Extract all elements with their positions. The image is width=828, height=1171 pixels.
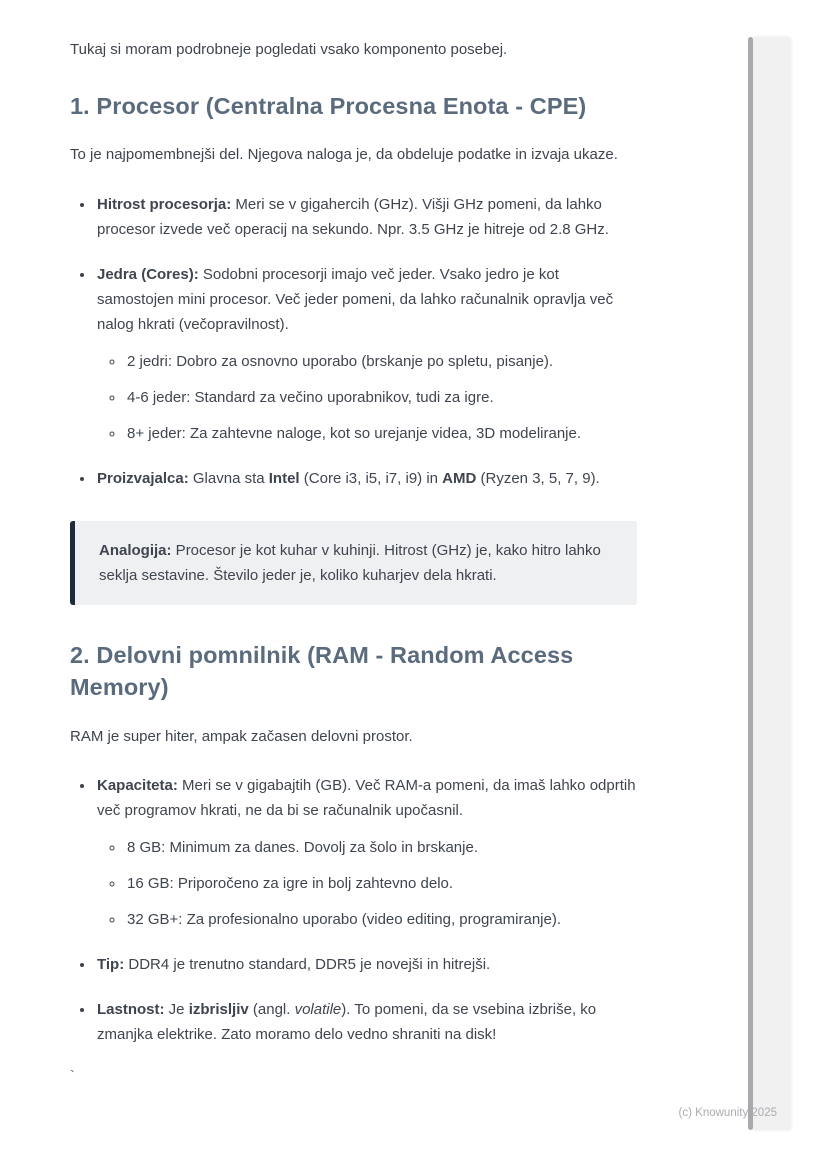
section-processor — [70, 90, 637, 605]
text-segment: Hitrost procesorja: — [97, 195, 232, 213]
text-segment: 8+ jeder: Za zahtevne naloge, kot so urejanje videa, 3D modeliranje. — [127, 424, 582, 442]
section-heading-ram: 2. Delovni pomnilnik (RAM - Random Access Memory) — [70, 642, 574, 701]
bullet-item — [95, 773, 637, 932]
sub-bullet-item — [125, 907, 637, 932]
copyright-text: (c) Knowunity 2025 — [678, 1107, 777, 1119]
text-segment: Analogija: — [99, 541, 172, 559]
text-segment: 16 GB: Priporočeno za igre in bolj zahtevno delo. — [127, 875, 454, 893]
sub-bullet-item — [125, 871, 637, 896]
analogy-callout — [70, 521, 637, 605]
text-segment: volatile — [294, 1001, 342, 1019]
sub-bullet-item — [125, 835, 637, 860]
text-segment: 32 GB+: Za profesionalno uporabo (video editing, programiranje). — [127, 911, 562, 929]
sub-bullet-item — [125, 349, 637, 374]
bullet-item — [95, 997, 637, 1047]
section-lead-ram: RAM je super hiter, ampak začasen delovni prostor. — [70, 727, 413, 745]
stray-character: ` — [70, 1067, 75, 1084]
bullet-item — [95, 466, 637, 491]
bullet-list-processor — [70, 192, 637, 491]
text-segment: Meri se v gigabajtih (GB). Več RAM-a pomeni, da imaš lahko odprtih več programov hkrati, ne da bi se računalnik upočasnil. — [97, 776, 636, 819]
text-segment: Glavna sta — [188, 469, 269, 487]
bullet-list-ram — [70, 773, 637, 1047]
text-segment: izbrisljiv — [188, 1001, 249, 1019]
text-segment: Proizvajalca: — [97, 469, 189, 487]
section-heading-processor: 1. Procesor (Centralna Procesna Enota - CPE) — [70, 93, 587, 120]
intro-paragraph: Tukaj si moram podrobneje pogledati vsako komponento posebej. — [70, 41, 508, 58]
text-segment: 8 GB: Minimum za danes. Dovolj za šolo in brskanje. — [127, 839, 478, 857]
section-lead-processor: To je najpomembnejši del. Njegova naloga je, da obdeluje podatke in izvaja ukaze. — [70, 146, 618, 164]
sub-bullet-item — [125, 421, 637, 446]
bullet-item — [95, 952, 637, 977]
text-segment: Meri se v gigahercih (GHz). Višji GHz pomeni, da lahko procesor izvede več operacij na sekundo. Npr. 3.5 GHz je hitreje od 2.8 GHz. — [97, 195, 609, 238]
analogy-callout-text — [99, 538, 613, 588]
text-segment: (Core i3, i5, i7, i9) in — [299, 469, 443, 487]
document-page — [70, 37, 637, 1083]
text-segment: DDR4 je trenutno standard, DDR5 je novejši in hitrejši. — [124, 956, 491, 974]
scrollbar-thumb[interactable] — [748, 37, 753, 1130]
section-ram — [70, 639, 637, 1047]
bullet-item — [95, 262, 637, 446]
sub-bullet-list — [97, 835, 637, 932]
text-segment: Procesor je kot kuhar v kuhinji. Hitrost (GHz) je, kako hitro lahko seklja sestavine. Število jeder je, koliko kuharjev dela hkrati. — [99, 541, 601, 584]
bullet-item — [95, 192, 637, 242]
text-segment: Lastnost: — [97, 1001, 165, 1019]
scrollbar-track[interactable] — [752, 37, 791, 1130]
text-segment: Kapaciteta: — [97, 776, 178, 794]
text-segment: Intel — [268, 469, 300, 487]
text-segment: Je — [164, 1001, 189, 1019]
text-segment: ). To pomeni, da se vsebina izbriše, ko zmanjka elektrike. Zato moramo delo vedno shraniti na disk! — [97, 1001, 597, 1044]
text-segment: Jedra (Cores): — [97, 265, 199, 283]
sub-bullet-item — [125, 385, 637, 410]
sub-bullet-list — [97, 349, 637, 446]
text-segment: Sodobni procesorji imajo več jeder. Vsako jedro je kot samostojen mini procesor. Več jeder pomeni, da lahko računalnik opravlja več nalog hkrati (večopravilnost). — [97, 265, 614, 333]
text-segment: (angl. — [248, 1001, 295, 1019]
text-segment: AMD — [442, 469, 477, 487]
text-segment: Tip: — [97, 956, 125, 974]
text-segment: (Ryzen 3, 5, 7, 9). — [476, 469, 600, 487]
scrollbar[interactable] — [748, 37, 791, 1130]
text-segment: 4-6 jeder: Standard za večino uporabnikov, tudi za igre. — [127, 388, 494, 406]
text-segment: 2 jedri: Dobro za osnovno uporabo (brskanje po spletu, pisanje). — [127, 352, 554, 370]
